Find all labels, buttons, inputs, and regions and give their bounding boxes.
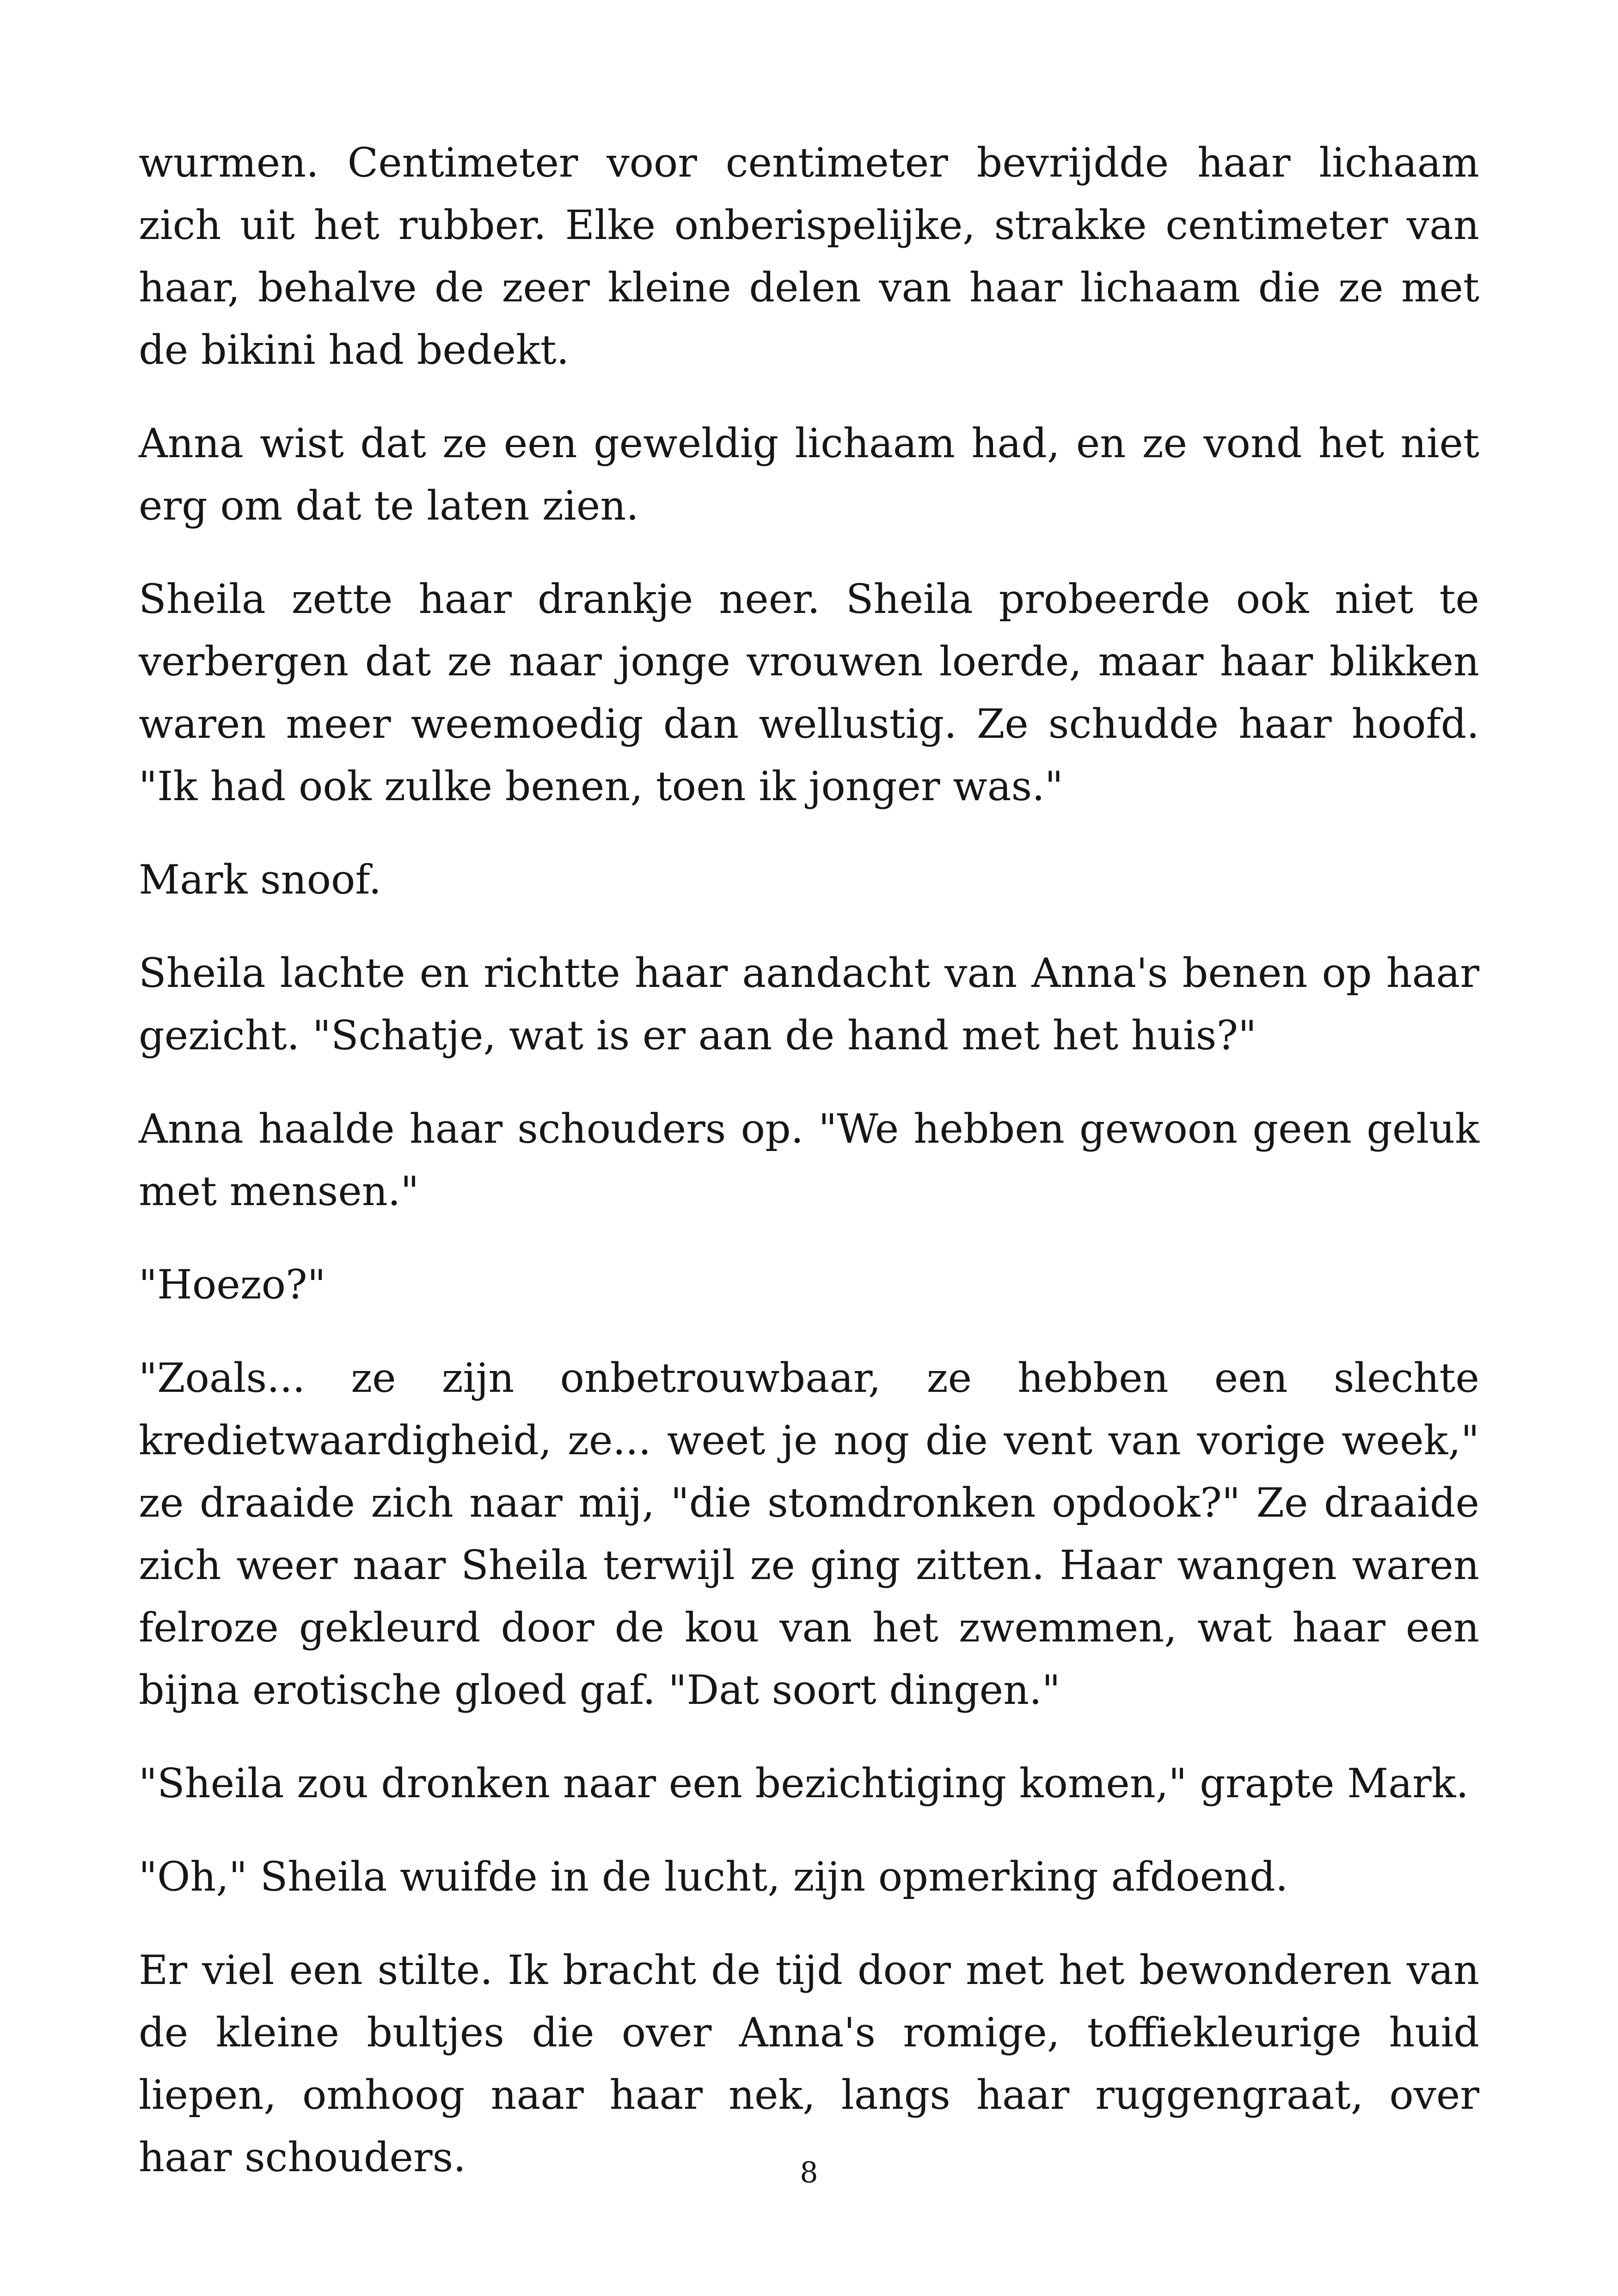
paragraph: Anna wist dat ze een geweldig lichaam had, en ze vond het niet erg om dat te laten zien. [139,420,1479,529]
paragraph: Er viel een stilte. Ik bracht de tijd door met het bewonderen van de kleine bultjes die over Anna's romige, toffiekleurige huid liepen, omhoog naar haar nek, langs haar ruggengraat, over haar schouders. [139,1947,1479,2181]
paragraph: Sheila zette haar drankje neer. Sheila probeerde ook niet te verbergen dat ze naar jonge vrouwen loerde, maar haar blikken waren meer weemoedig dan wellustig. Ze schudde haar hoofd. "Ik had ook zulke benen, toen ik jonger was." [139,576,1479,810]
paragraph: Mark snoof. [139,856,382,903]
paragraph: "Oh," Sheila wuifde in de lucht, zijn opmerking afdoend. [139,1853,1288,1900]
paragraph: Sheila lachte en richtte haar aandacht van Anna's benen op haar gezicht. "Schatje, wat is er aan de hand met het huis?" [139,949,1479,1059]
page-number: 8 [800,2155,818,2189]
paragraph: Anna haalde haar schouders op. "We hebben gewoon geen geluk met mensen." [139,1105,1479,1215]
page-body-text [139,132,1479,2220]
paragraph: wurmen. Centimeter voor centimeter bevrijdde haar lichaam zich uit het rubber. Elke onberispelijke, strakke centimeter van haar, behalve de zeer kleine delen van haar lichaam die ze met de bikini had bedekt. [139,139,1479,373]
paragraph: "Hoezo?" [139,1261,326,1308]
paragraph: "Zoals... ze zijn onbetrouwbaar, ze hebben een slechte kredietwaardigheid, ze... weet je nog die vent van vorige week," ze draaide zich naar mij, "die stomdronken opdook?" Ze draaide zich weer naar Sheila terwijl ze ging zitten. Haar wangen waren felroze gekleurd door de kou van het zwemmen, wat haar een bijna erotische gloed gaf. "Dat soort dingen." [139,1354,1479,1714]
paragraph: "Sheila zou dronken naar een bezichtiging komen," grapte Mark. [139,1760,1469,1807]
